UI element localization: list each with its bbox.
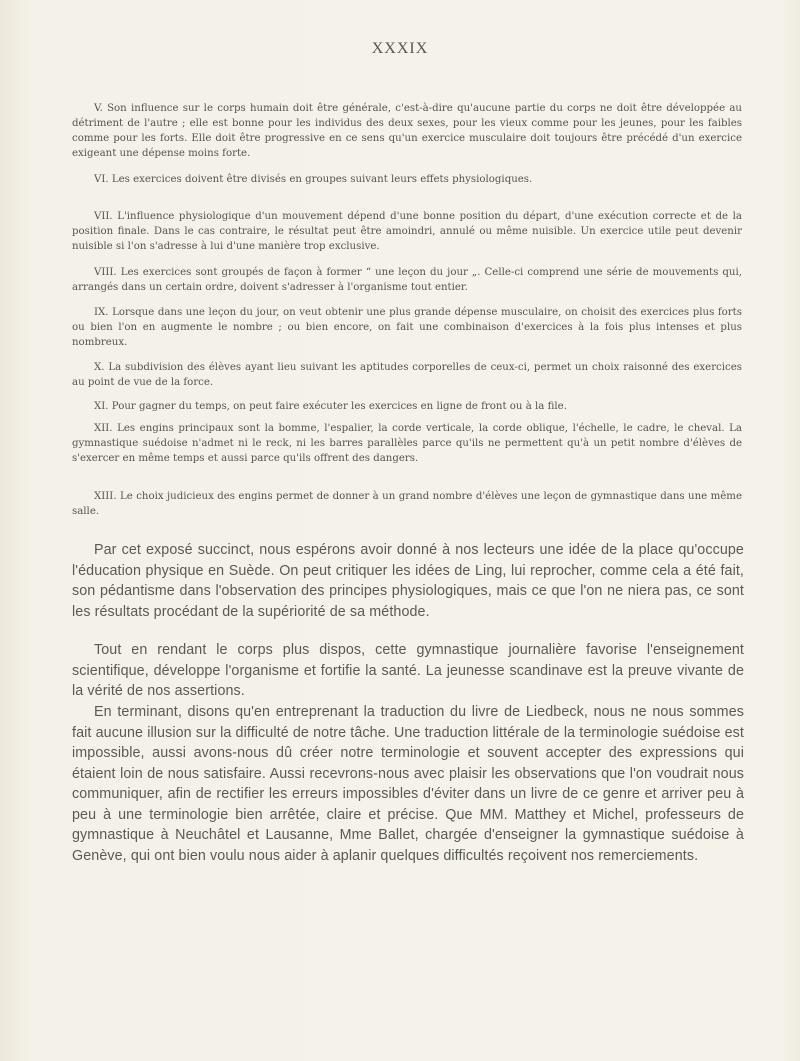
- rule-vii: VII. L'influence physiologique d'un mouvement dépend d'une bonne position du départ, d'une exécution correcte et de la position finale. Dans le cas contraire, le résultat peut être amoindri, annulé ou même nuisible. Un exercice utile peut devenir nuisible si l'on s'adresse à lui d'une manière trop exclusive.: [72, 211, 742, 252]
- rule-viii: VIII. Les exercices sont groupés de façon à former “ une leçon du jour „. Celle-ci comprend une série de mouvements qui, arrangés dans un certain ordre, doivent s'adresser à l'organisme tout entier.: [72, 267, 742, 293]
- page-number: XXXIX: [371, 40, 429, 57]
- rule-v: V. Son influence sur le corps humain doit être générale, c'est-à-dire qu'aucune partie du corps ne doit être développée au détriment de l'autre ; elle est bonne pour les individus des deux sexes, pour les vieux comme pour les jeunes, pour les faibles comme pour les forts. Elle doit être progressive en ce sens qu'un exercice musculaire doit toujours être précédé d'un exercice exigeant une dépense moins forte.: [72, 103, 742, 159]
- rule-xi: XI. Pour gagner du temps, on peut faire exécuter les exercices en ligne de front ou à la file.: [94, 401, 567, 412]
- rule-vi: VI. Les exercices doivent être divisés en groupes suivant leurs effets physiologiques.: [94, 174, 533, 185]
- paragraph-conclusion: Par cet exposé succinct, nous espérons avoir donné à nos lecteurs une idée de la place qu'occupe l'éducation physique en Suède. On peut critiquer les idées de Ling, lui reprocher, comme cela a été fait, son pédantisme dans l'observation des principes physiologiques, mais ce que l'on ne niera pas, ce sont les résultats procédant de la supériorité de sa méthode.: [72, 542, 744, 620]
- rule-xiii: XIII. Le choix judicieux des engins permet de donner à un grand nombre d'élèves une leçon de gymnastique dans une même salle.: [72, 491, 742, 517]
- rule-x: X. La subdivision des élèves ayant lieu suivant les aptitudes corporelles de ceux-ci, permet un choix raisonné des exercices au point de vue de la force.: [72, 362, 742, 388]
- rule-xii: XII. Les engins principaux sont la bomme, l'espalier, la corde verticale, la corde oblique, l'échelle, le cadre, le cheval. La gymnastique suédoise n'admet ni le reck, ni les barres parallèles parce qu'ils ne permettent qu'à un petit nombre d'élèves de s'exercer en même temps et aussi parce qu'ils offrent des dangers.: [72, 423, 742, 464]
- rule-ix: IX. Lorsque dans une leçon du jour, on veut obtenir une plus grande dépense musculaire, on choisit des exercices plus forts ou bien l'on en augmente le nombre ; ou bien encore, on fait une combinaison d'exercices à la fois plus intenses et plus nombreux.: [72, 307, 742, 348]
- paragraph-benefits: Tout en rendant le corps plus dispos, cette gymnastique journalière favorise l'enseignement scientifique, développe l'organisme et fortifie la santé. La jeunesse scandinave est la preuve vivante de la vérité de nos assertions.: [72, 642, 744, 699]
- paragraph-translation: En terminant, disons qu'en entreprenant la traduction du livre de Liedbeck, nous ne nous sommes fait aucune illusion sur la difficulté de notre tâche. Une traduction littérale de la terminologie suédoise est impossible, aussi avons-nous dû créer notre terminologie et souvent accepter des expressions qui étaient loin de nous satisfaire. Aussi recevrons-nous avec plaisir les observations que l'on voudrait nous communiquer, afin de rectifier les erreurs impossibles d'éviter dans un livre de ce genre et arriver peu à peu à une terminologie bien arrêtée, claire et précise. Que MM. Matthey et Michel, professeurs de gymnastique à Neuchâtel et Lausanne, Mme Ballet, chargée d'enseigner la gymnastique suédoise à Genève, qui ont bien voulu nous aider à aplanir quelques difficultés reçoivent nos remerciements.: [72, 704, 744, 864]
